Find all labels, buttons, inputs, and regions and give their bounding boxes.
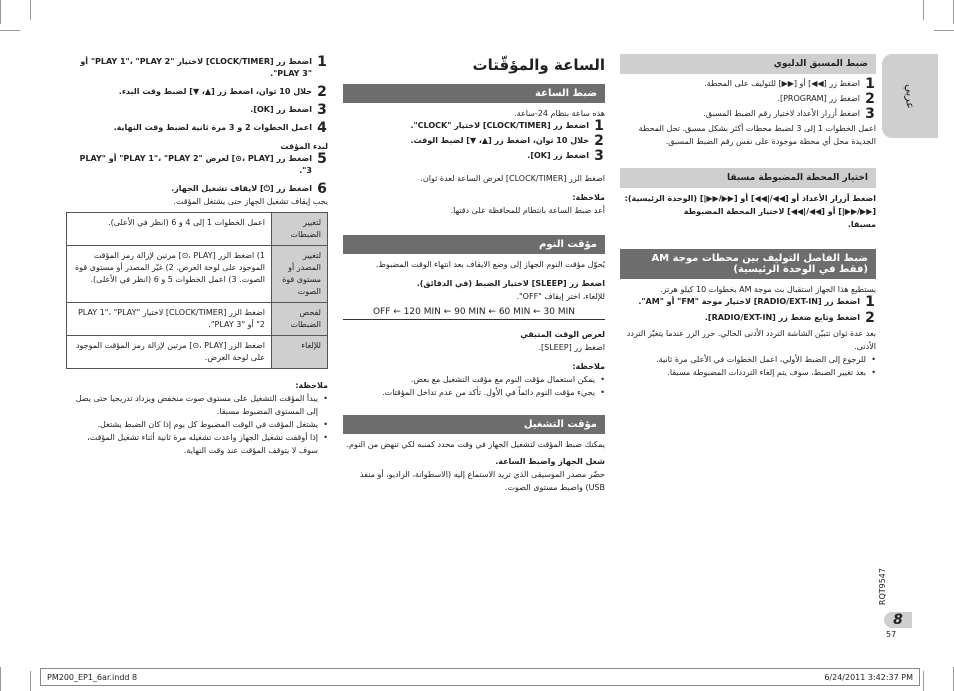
clock-paragraph: اضغط الزر [CLOCK/TIMER] لعرض الساعة لعدة ثوان. [420, 174, 605, 183]
am-step-2: 2 اضغط وتابع ضغط زر [RADIO/EXT-IN]. [704, 310, 875, 326]
sleep-sequence: OFF ← 120 MIN ← 90 MIN ← 60 MIN ← 30 MIN [343, 307, 605, 320]
sleep-line-1: اضغط زر [SLEEP] لاختيار الضبط (في الدقائق). [416, 279, 605, 288]
am-note-2: • بعد تغيير الضبط، سوف يتم إلغاء الترددات المضبوطة مسبقا. [620, 366, 876, 379]
section-title-select-preset: اختيار المحطة المضبوطة مسبقا [620, 168, 876, 188]
section-title-am-step: ضبط الفاصل التوليف بين محطات موجة AM (فقط في الوحدة الرئيسية) [620, 249, 876, 279]
preset-steps [620, 74, 876, 152]
select-preset-line-2: [▶▶/▶▶|] أو [◀◀/|◀◀] لاختيار المحطة المضبوطة [683, 207, 876, 216]
footer-date: 6/24/2011 3:42:37 PM [824, 672, 913, 682]
clock-step-3: 3 اضغط زر [OK]. [527, 148, 604, 164]
step-1: 1 اضغط زر [◀◀] أو [▶▶] للتوليف على المحطة. [704, 76, 875, 92]
section-title-sleep: مؤقت النوم [343, 235, 605, 254]
page-number: 8 [893, 612, 903, 628]
rqt-code: RQT9547 [878, 568, 887, 606]
table-row: للإلغاء اضغط الزر [PLAY ،⊙] مرتين لإزالة رمز المؤقت الموجود على لوحة العرض. [67, 336, 328, 369]
timer-note-1: • يبدأ المؤقت التشغيل على مستوى صوت منخفض ويزداد تدريجيا حتى يصل إلى المستوى المضبوط مسبقا. [66, 392, 328, 418]
clock-note: أعد ضبط الساعة بانتظام للمحافظة على دقتها. [450, 206, 605, 215]
clock-intro: هذه ساعة بنظام 24-ساعة. [514, 109, 605, 118]
footer-bar [40, 668, 920, 686]
am-paragraph: يستطيع هذا الجهاز استقبال بث موجة AM بخطوات 10 كيلو هرتز. [660, 285, 876, 294]
column-right [620, 54, 876, 383]
sleep-remaining-text: اضغط زر [SLEEP]. [538, 343, 605, 352]
column-middle [343, 56, 605, 498]
section-title-clock: ضبط الساعة [343, 84, 605, 103]
timer-step-4: 4 اعمل الخطوات 2 و 3 مرة ثانية لضبط وقت النهاية. [113, 120, 327, 136]
step-2: 2 اضغط زر [PROGRAM]. [777, 91, 875, 107]
sleep-note-1: • يمكن استعمال مؤقت النوم مع مؤقت التشغيل مع بعض. [343, 373, 605, 386]
timer-step-6: 6 اضغط زر [⏻] لايقاف تشغيل الجهاز. [171, 181, 327, 197]
table-row: لتغيير المصدر أو مستوى قوة الصوت 1) اضغط الزر [PLAY ،⊙] مرتين لإزالة رمز المؤقت الموجود على لوحة العرض. 2) غيّر المصدر أو مستوى قوة الصوت. 3) اعمل الخطوات 5 و 6 (انظر في الأعلى). [67, 246, 328, 303]
timer-step-1: 1 اضغط زر [CLOCK/TIMER] لاختيار "PLAY 1"، "PLAY 2" أو "PLAY 3". [80, 54, 327, 78]
clock-step-1: 1 اضغط زر [CLOCK/TIMER] لاختيار "CLOCK". [410, 118, 604, 134]
timer-step-5: 5 اضغط زر [PLAY ،⊙] لعرض "PLAY 1"، "PLAY 2" أو "PLAY 3". [79, 151, 327, 175]
sleep-paragraph: يُحوّل مؤقت النوم الجهاز إلى وضع الايقاف بعد انتهاء الوقت المضبوط. [375, 260, 605, 269]
preset-paragraph: اعمل الخطوات 1 إلى 3 لضبط محطات أكثر بشكل مسبق. تحل المحطة الجديدة محل أي محطة موجودة على نفس رقم الضبط المسبق. [638, 124, 876, 146]
step-3: 3 اضغط أزرار الأعداد لاختيار رقم الضبط المسبق. [703, 106, 875, 122]
timer-step-3: 3 اضغط زر [OK]. [250, 102, 327, 118]
side-tab [882, 54, 938, 138]
sleep-note-label: ملاحظة: [572, 362, 605, 371]
sleep-note-2: • يجيء مؤقت النوم دائماً في الأول. تأكد من عدم تداخل المؤقتات. [343, 386, 605, 399]
timer-note-label: ملاحظة: [295, 381, 328, 390]
am-paragraph-2: بعد عدة ثوان تتبيّن الشاشة التردد الأدنى الحالي. حرر الزر عندما يتغيّر التردد الأدنى. [626, 329, 876, 351]
footer-file: PM200_EP1_6ar.indd 8 [47, 672, 138, 682]
select-preset-line-3: مسبقا. [847, 220, 876, 229]
timer-table [66, 212, 328, 369]
timer-note-2: • يشتغل المؤقت في الوقت المضبوط كل يوم إذا كان الضبط يشتغل. [66, 418, 328, 431]
select-preset-line-1: اضغط أزرار الأعداد أو [◀◀/|◀◀] أو [▶▶/▶▶|] (الوحدة الرئيسية): [624, 194, 876, 203]
play-paragraph: يمكنك ضبط المؤقت لتشغيل الجهاز في وقت محدد كمنبه لكي تنهض من النوم. [346, 440, 605, 449]
am-step-1: 1 اضغط زر [RADIO/EXT-IN] لاختيار موجة "FM" أو "AM". [638, 294, 875, 310]
sleep-line-2: للإلغاء، اختر إيقاف "OFF". [516, 292, 605, 301]
table-row: لتغيير الضبطات اعمل الخطوات 1 إلى 4 و 6 (انظر في الأعلى). [67, 213, 328, 246]
section-title-preset: ضبط المسبق الدليوي [620, 54, 876, 74]
note-label: ملاحظة: [572, 193, 605, 202]
page-small: 57 [886, 630, 897, 639]
play-sub: شغل الجهاز واضبط الساعة. [495, 457, 605, 466]
side-tab-label: عربي [903, 83, 917, 109]
timer-step-6-note: يجب إيقاف تشغيل الجهاز حتى يشتغل المؤقت. [173, 197, 328, 206]
clock-step-2: 2 خلال 10 ثوان، اضغط زر [▲، ▼] لضبط الوقت. [410, 133, 604, 149]
table-row: لفحص الضبطات اضغط الزر [CLOCK/TIMER] لاختيار "PLAY 1"، "PLAY 2" أو "PLAY 3". [67, 303, 328, 336]
timer-note-3: • إذا أوقفت تشغيل الجهاز واعدت تشغيله مرة ثانية أثناء تشغيل المؤقت، سوف لا يتوقف المؤقت عند وقت النهاية. [66, 431, 328, 457]
timer-start-title: لبدء المؤقت [280, 142, 328, 151]
timer-step-2: 2 خلال 10 ثوان، اضغط زر [▲، ▼] لضبط وقت البدء. [118, 84, 327, 100]
am-note-1: • للرجوع إلى الضبط الأولي، اعمل الخطوات في الأعلى مرة ثانية. [620, 353, 876, 366]
sleep-remaining-title: لعرض الوقت المتبقي [520, 330, 605, 339]
play-paragraph-2: حضّر مصدر الموسيقى الذي تريد الاستماع إليه (الاسطوانة، الراديو، أو منفذ USB) واضبط مستوى الصوت. [359, 470, 605, 492]
section-title-play-timer: مؤقت التشغيل [343, 415, 605, 434]
page-title: الساعة والمؤقّتات [472, 56, 605, 74]
column-left [66, 56, 328, 457]
page-number-badge [884, 612, 912, 628]
